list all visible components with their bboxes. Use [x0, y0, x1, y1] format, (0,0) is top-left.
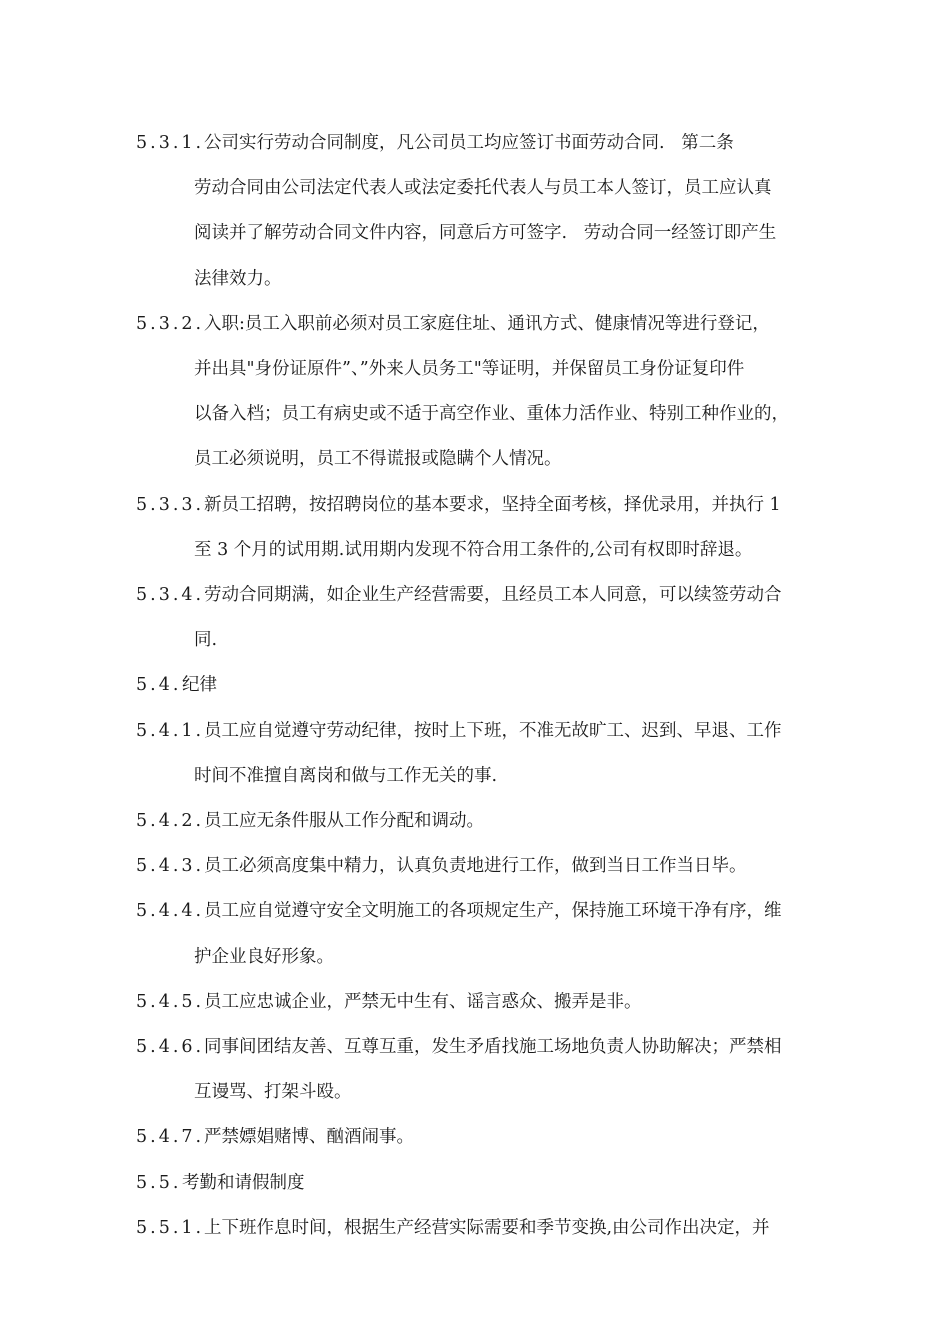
section-text: 员工应忠诚企业，严禁无中生有、谣言惑众、搬弄是非。 [204, 992, 642, 1012]
section-text-continued: 劳动合同由公司法定代表人或法定委托代表人与员工本人签订，员工应认真 [194, 178, 772, 198]
section-number: 5.4.1. [136, 721, 205, 741]
section-text: 入职:员工入职前必须对员工家庭住址、通讯方式、健康情况等进行登记， [204, 314, 770, 334]
section-text: 考勤和请假制度 [182, 1173, 305, 1193]
section-text: 上下班作息时间，根据生产经营实际需要和季节变换,由公司作出决定，并 [204, 1218, 770, 1238]
section-text-continued: 时间不准擅自离岗和做与工作无关的事. [194, 766, 498, 786]
section-number: 5.4.6. [136, 1037, 205, 1057]
section-text: 员工必须高度集中精力，认真负责地进行工作，做到当日工作当日毕。 [204, 856, 747, 876]
section-text-continued: 同. [194, 630, 218, 650]
section-text-continued: 至 3 个月的试用期.试用期内发现不符合用工条件的,公司有权即时辞退。 [194, 540, 753, 560]
section-text: 同事间团结友善、互尊互重，发生矛盾找施工场地负责人协助解决；严禁相 [204, 1037, 782, 1057]
section-text: 员工应自觉遵守劳动纪律，按时上下班，不准无故旷工、迟到、早退、工作 [204, 721, 782, 741]
section-number: 5.4.2. [136, 811, 205, 831]
section-number: 5.5. [136, 1173, 182, 1193]
section-number: 5.3.3. [136, 495, 205, 515]
section-text-continued: 员工必须说明，员工不得谎报或隐瞒个人情况。 [194, 449, 562, 469]
section-number: 5.4.7. [136, 1127, 205, 1147]
section-number: 5.4.5. [136, 992, 205, 1012]
section-text: 严禁嫖娼赌博、酗酒闹事。 [204, 1127, 414, 1147]
section-number: 5.4.4. [136, 901, 205, 921]
section-number: 5.4.3. [136, 856, 205, 876]
section-text: 新员工招聘，按招聘岗位的基本要求，坚持全面考核，择优录用，并执行 1 [204, 495, 781, 515]
section-text: 员工应自觉遵守安全文明施工的各项规定生产，保持施工环境干净有序，维 [204, 901, 782, 921]
section-text-continued: 法律效力。 [194, 269, 282, 289]
section-text: 劳动合同期满，如企业生产经营需要，且经员工本人同意，可以续签劳动合 [204, 585, 782, 605]
section-number: 5.4. [136, 675, 182, 695]
section-number: 5.3.1. [136, 133, 205, 153]
section-text-continued: 并出具"身份证原件”、”外来人员务工"等证明，并保留员工身份证复印件 [194, 359, 745, 379]
section-text-continued: 互谩骂、打架斗殴。 [194, 1082, 352, 1102]
section-text: 纪律 [182, 675, 217, 695]
section-text-continued: 护企业良好形象。 [194, 947, 334, 967]
section-number: 5.3.4. [136, 585, 205, 605]
section-text-continued: 阅读并了解劳动合同文件内容，同意后方可签字. 劳动合同一经签订即产生 [194, 223, 777, 243]
section-number: 5.3.2. [136, 314, 205, 334]
section-text-continued: 以备入档；员工有病史或不适于高空作业、重体力活作业、特别工种作业的， [194, 404, 789, 424]
section-text: 公司实行劳动合同制度，凡公司员工均应签订书面劳动合同. 第二条 [204, 133, 734, 153]
section-number: 5.5.1. [136, 1218, 205, 1238]
section-text: 员工应无条件服从工作分配和调动。 [204, 811, 484, 831]
